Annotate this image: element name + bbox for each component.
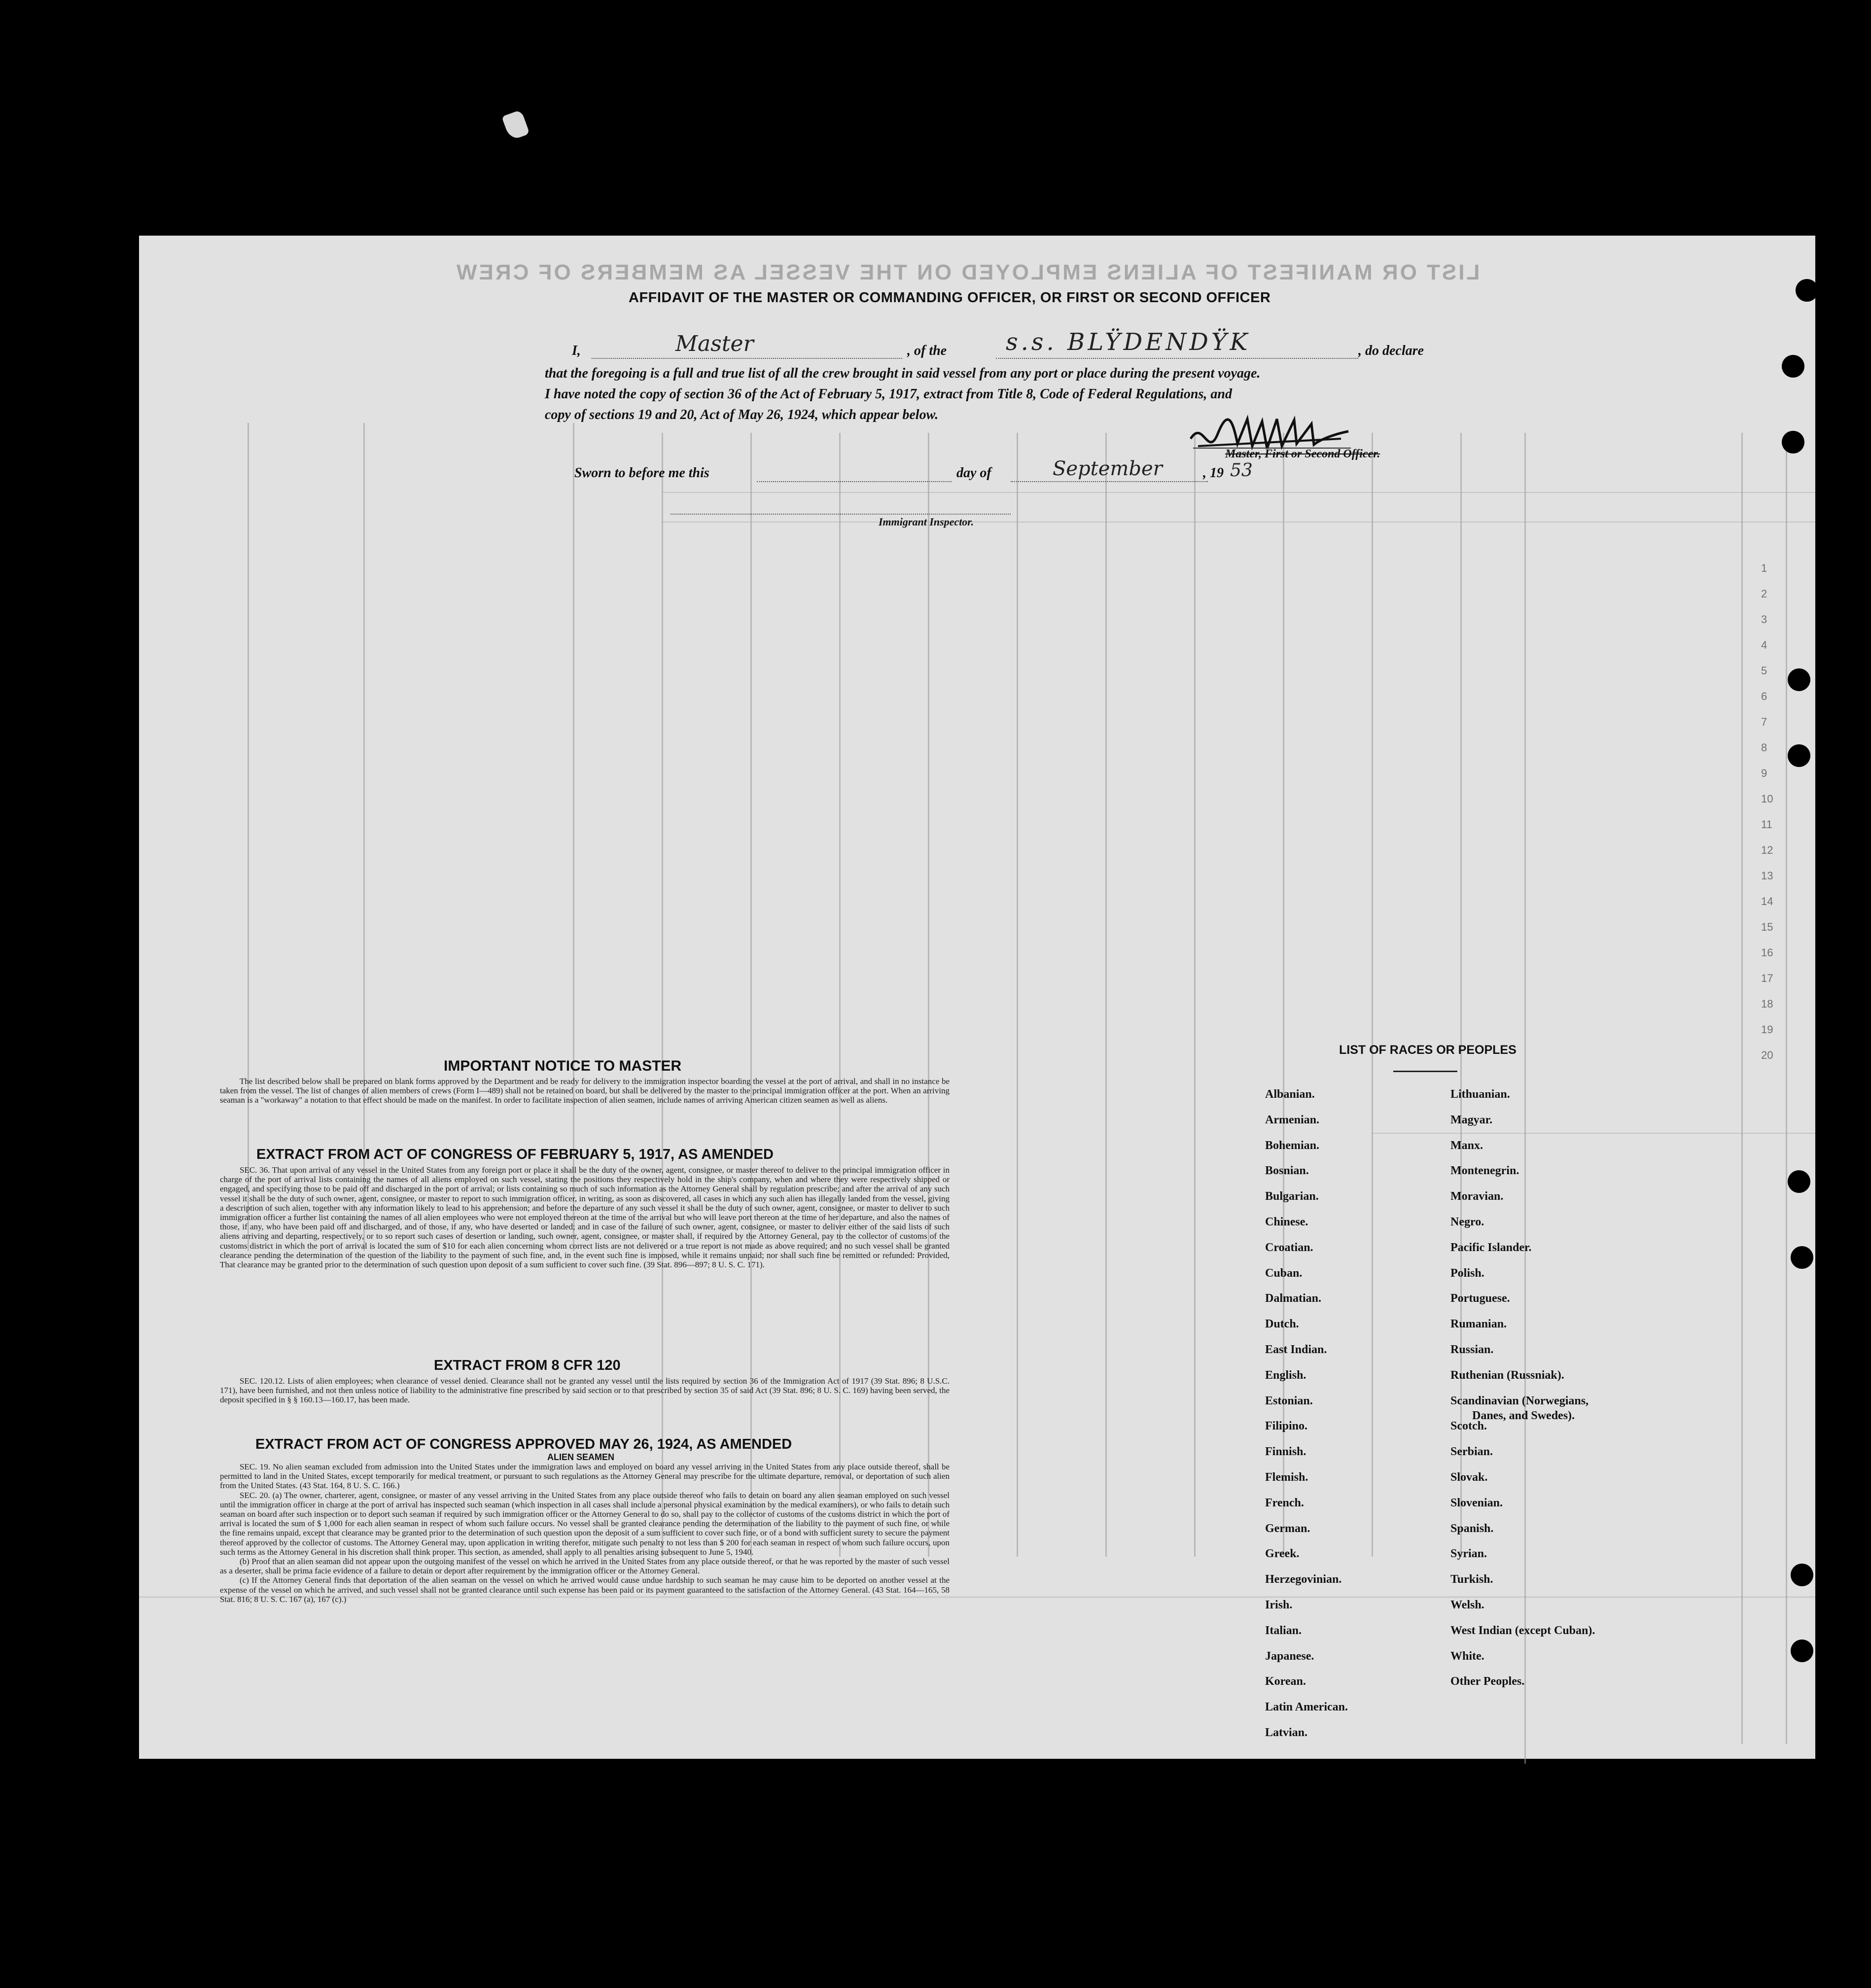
race-item: Negro. — [1450, 1216, 1484, 1228]
extract-1924-sec19: SEC. 19. No alien seaman excluded from admission into the United States under the immigration laws and employed on board any vessel arriving in the United States from any place outside thereof, shall be permitted to land in the United States, except temporarily for medical treatment, or pursuant to such regulations as the Attorney General may prescribe for the ultimate departure, removal, or deportation of such alien from the United States. (43 Stat. 164, 8 U. S. C. 166.) — [220, 1462, 950, 1491]
race-item: Korean. — [1265, 1675, 1306, 1688]
race-item: White. — [1450, 1650, 1484, 1663]
vessel-underline — [996, 358, 1358, 359]
race-item: Armenian. — [1265, 1114, 1319, 1126]
sworn-label: Sworn to before me this — [574, 465, 709, 481]
race-item: Polish. — [1450, 1267, 1484, 1280]
race-item: Albanian. — [1265, 1088, 1315, 1101]
show-through-title: LIST OR MANIFEST OF ALIENS EMPLOYED ON THE VESSEL AS MEMBERS OF CREW — [455, 260, 1480, 284]
affidavit-line-2: that the foregoing is a full and true list of all the crew brought in said vessel from any port or place during the present voyage. — [545, 366, 1261, 381]
punch-hole — [1782, 431, 1804, 453]
punch-hole — [1788, 1170, 1810, 1193]
race-item: Syrian. — [1450, 1547, 1487, 1560]
race-item: Latin American. — [1265, 1701, 1348, 1713]
year-prefix: , 19 — [1203, 465, 1224, 481]
extract-cfr-body — [220, 1376, 950, 1405]
extract-1924-body — [220, 1462, 950, 1604]
race-item: Latvian. — [1265, 1726, 1308, 1739]
race-item: Dalmatian. — [1265, 1292, 1321, 1305]
affidavit-title: AFFIDAVIT OF THE MASTER OR COMMANDING OFFICER, OR FIRST OR SECOND OFFICER — [629, 290, 1271, 306]
punch-hole — [1796, 279, 1818, 302]
race-item: Moravian. — [1450, 1190, 1504, 1203]
extract-1917-body — [220, 1165, 950, 1269]
race-item: Bulgarian. — [1265, 1190, 1319, 1203]
race-item: Finnish. — [1265, 1445, 1306, 1458]
race-item: German. — [1265, 1522, 1310, 1535]
paper-scrap — [501, 109, 530, 140]
extract-cfr-paragraph: SEC. 120.12. Lists of alien employees; when clearance of vessel denied. Clearance shall not be granted any vessel until the lists required by section 36 of the Immigration Act of 1917 (39 Stat. 896; 8 U.S.C. 171), have been furnished, and not then unless notice of liability to the administrative fine prescribed by said section or to that prescribed by section 35 of said Act (39 Stat. 896; 8 U. S. C. 169) having been served, the deposit specified in § § 160.13—160.17, has been made. — [220, 1376, 950, 1405]
sworn-day-underline — [757, 481, 952, 482]
day-of-label: day of — [956, 465, 991, 481]
rank-underline — [592, 358, 902, 359]
race-item: Ruthenian (Russniak). — [1450, 1369, 1564, 1382]
race-item: Russian. — [1450, 1343, 1494, 1356]
race-item: Flemish. — [1265, 1471, 1308, 1484]
race-item: Japanese. — [1265, 1650, 1314, 1663]
punch-hole — [1788, 744, 1810, 767]
race-item: East Indian. — [1265, 1343, 1327, 1356]
notice-body — [220, 1077, 950, 1105]
race-item: Bosnian. — [1265, 1164, 1309, 1177]
race-item: Spanish. — [1450, 1522, 1494, 1535]
punch-hole — [1791, 1639, 1813, 1662]
race-item: Slovak. — [1450, 1471, 1488, 1484]
race-item: Scandinavian (Norwegians, — [1450, 1395, 1589, 1407]
race-item: Serbian. — [1450, 1445, 1493, 1458]
race-item: Danes, and Swedes). — [1472, 1409, 1575, 1422]
race-item: Filipino. — [1265, 1420, 1308, 1432]
race-item: Herzegovinian. — [1265, 1573, 1342, 1586]
race-item: Pacific Islander. — [1450, 1241, 1532, 1254]
year-handwritten: 53 — [1230, 460, 1253, 481]
notice-paragraph: The list described below shall be prepared on blank forms approved by the Department and be ready for delivery to the immigration inspector boarding the vessel at the port of arrival, and shall in no instance be taken from the vessel. The list of changes of alien members of crews (Form I—489) shall not be retained on board, but shall be delivered by the master to the principal immigration officer at the port. When an arriving seaman is a "workaway" a notation to that effect should be made on the manifest. In order to facilitate inspection of alien seamen, include names of arriving American citizen seamen as well as aliens. — [220, 1077, 950, 1105]
race-item: Turkish. — [1450, 1573, 1493, 1586]
race-item: Portuguese. — [1450, 1292, 1510, 1305]
race-item: Lithuanian. — [1450, 1088, 1510, 1101]
month-handwritten: September — [1053, 457, 1163, 480]
race-item: Rumanian. — [1450, 1318, 1507, 1330]
inspector-line — [671, 514, 1011, 515]
race-item: Greek. — [1265, 1547, 1300, 1560]
vessel-handwritten: s.s. BLŸDENDŸK — [1006, 328, 1251, 356]
race-item: Croatian. — [1265, 1241, 1313, 1254]
race-item: Dutch. — [1265, 1318, 1299, 1330]
manifest-page: LIST OR MANIFEST OF ALIENS EMPLOYED ON THE VESSEL AS MEMBERS OF CREW 1 2 3 4 5 6 7 8 9 10 11 12 13 14 15 16 17 18 19 20 — [139, 236, 1815, 1759]
races-title-rule — [1393, 1071, 1457, 1072]
inspector-label: Immigrant Inspector. — [879, 516, 974, 528]
extract-1917-title: EXTRACT FROM ACT OF CONGRESS OF FEBRUARY 5, 1917, AS AMENDED — [256, 1147, 774, 1162]
race-item: Bohemian. — [1265, 1139, 1320, 1152]
do-declare-label: , do declare — [1358, 343, 1424, 358]
affidavit-pronoun: I, — [572, 343, 581, 358]
race-item: Magyar. — [1450, 1114, 1493, 1126]
punch-hole — [1782, 355, 1804, 378]
of-the-label: , of the — [907, 343, 947, 358]
master-handwritten: Master — [675, 331, 754, 356]
extract-1924-sec20c: (c) If the Attorney General finds that deportation of the alien seaman on the vessel on which he arrived would cause undue hardship to such seaman he may cause him to be deported on another vessel at the expense of the vessel on which he arrived, and such vessel shall not be granted clearance until such expense has been paid or its payment guaranteed to the satisfaction of the Attorney General. (43 Stat. 164—165, 58 Stat. 816; 8 U. S. C. 167 (a), 167 (c).) — [220, 1575, 950, 1604]
notice-title: IMPORTANT NOTICE TO MASTER — [444, 1058, 682, 1074]
race-item: Estonian. — [1265, 1395, 1313, 1407]
extract-1924-sec20b: (b) Proof that an alien seaman did not appear upon the outgoing manifest of the vessel on which he arrived in the United States from any place outside thereof, or that he was reported by the master of such vessel as a deserter, shall be prima facie evidence of a failure to detain or deport after requirement by the immigration officer or the Attorney General. — [220, 1557, 950, 1576]
punch-hole — [1791, 1564, 1813, 1586]
signature-caption: Master, First or Second Officer. — [1225, 448, 1380, 460]
race-item: Manx. — [1450, 1139, 1483, 1152]
race-item: Montenegrin. — [1450, 1164, 1519, 1177]
race-item: Slovenian. — [1450, 1497, 1503, 1509]
extract-1917-paragraph: SEC. 36. That upon arrival of any vessel in the United States from any foreign port or place it shall be the duty of the owner, agent, consignee, or master thereof to deliver to the principal immigration officer in charge of the port of arrival lists containing the names of all aliens employed on such vessel, stating the positions they respectively hold in the ship's company, when and where they were respectively shipped or engaged, and specifying those to be paid off and discharged in the port of arrival; or lists containing so much of such information as the Attorney General shall by regulation prescribe; and after the arrival of any such vessel it shall be the duty of such owner, agent, consignee, or master to report to such immigration officer, in writing, as soon as discovered, all cases in which any such alien has illegally landed from the vessel, giving a description of such alien, together with any information likely to lead to his apprehension; and before the departure of any such vessel it shall be the duty of such owner, agent, consignee, or master to deliver to such immigration officer a further list containing the names of all alien employees who were not employed thereon at the time of the arrival but who will leave port thereon at the time of her departure, and also the names of those, if any, who have been paid off and discharged, and of those, if any, who have deserted or landed; and in case of the failure of such owner, agent, consignee, or master to deliver either of the said lists of such aliens arriving and departing, respectively, or to so report such cases of desertion or landing, such owner, agent, consignee, or master shall, if required by the Attorney General, pay to the collector of customs of the customs district in which the port of arrival is located the sum of $10 for each alien concerning whom correct lists are not delivered or a true report is not made as above required; and no such vessel shall be granted clearance pending the determination of the question of the liability to the payment of such fine, and, in the event such fine is imposed, while it remains unpaid; nor shall such fine be remitted or refunded: Provided, That clearance may be granted prior to the determination of such question upon deposit of a sum sufficient to cover such fine. (39 Stat. 896—897; 8 U. S. C. 171). — [220, 1165, 950, 1270]
race-item: Other Peoples. — [1450, 1675, 1525, 1688]
punch-hole — [1788, 668, 1810, 691]
race-item: Irish. — [1265, 1599, 1293, 1611]
race-item: French. — [1265, 1497, 1304, 1509]
extract-cfr-title: EXTRACT FROM 8 CFR 120 — [434, 1358, 621, 1373]
affidavit-line-3: I have noted the copy of section 36 of the Act of February 5, 1917, extract from Title 8, Code of Federal Regulations, and — [545, 386, 1232, 402]
race-item: Cuban. — [1265, 1267, 1303, 1280]
month-underline — [1011, 481, 1208, 482]
race-item: English. — [1265, 1369, 1306, 1382]
race-item: West Indian (except Cuban). — [1450, 1624, 1595, 1637]
races-title: LIST OF RACES OR PEOPLES — [1339, 1043, 1517, 1057]
race-item: Italian. — [1265, 1624, 1302, 1637]
extract-1924-title: EXTRACT FROM ACT OF CONGRESS APPROVED MAY 26, 1924, AS AMENDED — [255, 1436, 792, 1452]
punch-hole — [1791, 1246, 1813, 1269]
affidavit-line-4: copy of sections 19 and 20, Act of May 26, 1924, which appear below. — [545, 407, 939, 422]
race-item: Chinese. — [1265, 1216, 1308, 1228]
race-item: Scotch. — [1450, 1420, 1487, 1432]
extract-1924-sec20a: SEC. 20. (a) The owner, charterer, agent, consignee, or master of any vessel arriving in the United States from any place outside thereof who fails to detain on board any alien seaman employed on such vessel until the immigration officer in charge at the port of arrival has inspected such seaman (which inspection in all cases shall include a personal physical examination by the medical examiners), or who fails to detain such seaman on board after such inspection or to deport such seaman if required by such immigration officer or the Attorney General to do so, shall pay to the collector of customs of the customs district in which the port of arrival is located the sum of $ 1,000 for each alien seaman in respect of whom such failure occurs. No vessel shall be granted clearance pending the determination of the liability to the payment of such fine, or while the fine remains unpaid, except that clearance may be granted prior to the determination of such question upon the deposit of a sum sufficient to cover such fine, or of a bond with sufficient surety to secure the payment thereof approved by the collector of customs. The Attorney General may, upon application in writing therefor, mitigate such penalty to not less than $ 200 for each seaman in respect of whom such failure occurs, upon such terms as the Attorney General in his discretion shall think proper. This section, as amended, shall apply to all penalties arising subsequent to June 5, 1940. — [220, 1490, 950, 1557]
race-item: Welsh. — [1450, 1599, 1484, 1611]
extract-1924-subtitle: ALIEN SEAMEN — [547, 1452, 615, 1462]
